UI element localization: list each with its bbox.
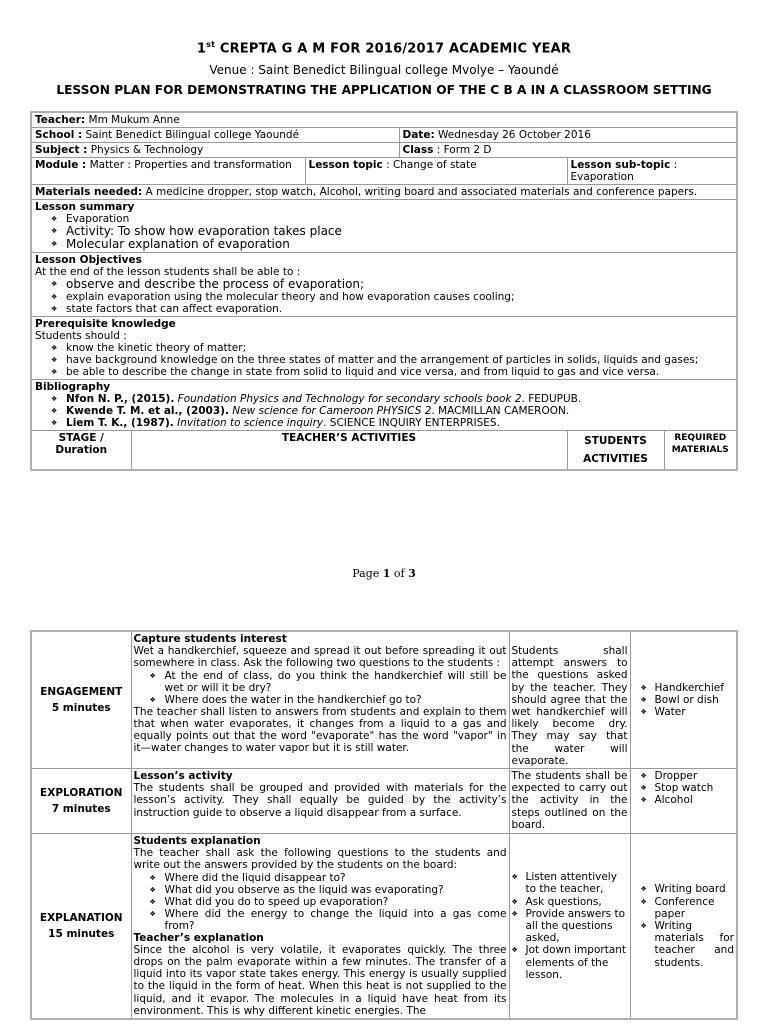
prerequisite-intro: Students should : [35,330,127,342]
materials-row [31,185,737,200]
venue-line: Venue : Saint Benedict Bilingual college Mvolye – Yaoundé [209,63,559,77]
activities-header-row [31,431,737,471]
list-item: ❖ have background knowledge on the three states of matter and the arrangement of particles in solids, liquids and gases; [51,354,733,366]
bibliography-row [31,380,737,431]
teacher-activities-header: TEACHER’S ACTIVITIES [131,431,567,471]
list-item: ❖ Handkerchief [641,682,735,694]
students-explanation-heading: Students explanation [133,835,261,848]
teacher-row [31,112,737,128]
class-label: Class [402,144,434,156]
students-header-line1: STUDENTS [584,435,647,447]
explanation-students-list [512,871,628,981]
bibliography-entry [51,417,733,429]
objectives-intro: At the end of the lesson students shall be able to : [35,266,301,278]
topic-label: Lesson topic [308,159,383,171]
list-item: ❖ Alcohol [641,794,735,806]
teacher-label: Teacher: [35,114,86,126]
lesson-plan-heading: LESSON PLAN FOR DEMONSTRATING THE APPLICATION OF THE C B A IN A CLASSROOM SETTING [56,83,712,97]
list-item: ❖ Molecular explanation of evaporation [51,238,733,251]
module-cell [31,158,305,185]
list-item: ❖ Bowl or dish [641,694,735,706]
page-number-of: of [390,567,409,580]
page-number [0,567,768,580]
materials-label: Materials needed: [35,186,143,198]
title-prefix: 1 [196,41,207,57]
class-cell [399,143,737,158]
exploration-stage-cell [31,769,131,834]
explanation-students-cell [509,834,630,1020]
bib-publisher: . FEDUPUB. [521,393,582,405]
exploration-teacher-cell [131,769,509,834]
school-value: Saint Benedict Bilingual college Yaoundé [82,129,300,141]
page-number-total: 3 [408,567,416,580]
lesson-plan-table [30,111,738,471]
bib-title: Foundation Physics and Technology for secondary schools book 2 [174,393,522,405]
summary-list [35,213,733,251]
engagement-students-cell [509,631,630,769]
stage-header-label: STAGE / [58,432,104,444]
materials-header-line2: MATERIALS [671,445,729,455]
list-item: ❖ explain evaporation using the molecular theory and how evaporation causes cooling; [51,291,733,303]
list-item: ❖ Jot down important elements of the lesson. [512,944,628,981]
prerequisite-list [35,342,733,378]
stage-duration: 7 minutes [51,803,111,816]
list-item: ❖ Writing board [641,883,735,895]
activities-table [30,630,738,1020]
students-activities-header [567,431,664,471]
list-item: ❖ Writing materials for teacher and students. [641,920,735,969]
engagement-followup: The teacher shall listen to answers from students and explain to them that when water evaporates, it changes from a liquid to a gas and equally points out that the word "evaporate" has the word "vapor" in it—water changes to water vapor but it is still water. [133,705,507,755]
list-item: ❖ Where does the water in the handkerchief go to? [150,694,507,706]
prerequisite-cell [31,317,737,380]
stage-duration: 5 minutes [51,702,111,715]
summary-cell [31,200,737,253]
subject-label: Subject : [35,144,88,156]
stage-duration: 15 minutes [48,928,115,941]
list-item: ❖ Activity: To show how evaporation takes place [51,225,733,238]
required-materials-header [664,431,737,471]
summary-heading: Lesson summary [35,201,135,213]
objectives-row [31,253,737,317]
list-item: ❖ state factors that can affect evaporation. [51,303,733,315]
subject-row [31,143,737,158]
explanation-text: The teacher shall ask the following questions to the students and write out the answers provided by the students on the board: [133,847,507,872]
class-value: : Form 2 D [433,144,492,156]
subtopic-value: Evaporation [570,171,634,183]
bibliography-cell [31,380,737,431]
prerequisite-heading: Prerequisite knowledge [35,318,176,330]
explanation-questions [134,872,507,932]
module-value: Matter : Properties and transformation [86,159,292,171]
exploration-heading: Lesson’s activity [133,770,233,783]
list-item: ❖ Conference paper [641,896,735,920]
stage-name: ENGAGEMENT [40,685,123,698]
stage-header [31,431,131,471]
document-title [0,40,768,56]
list-item: ❖ Evaporation [51,213,733,225]
list-item: ❖ know the kinetic theory of matter; [51,342,733,354]
exploration-row [31,769,737,834]
bibliography-heading: Bibliography [35,381,111,393]
bib-author: Nfon N. P., (2015). [66,393,175,405]
teacher-explanation-heading: Teacher’s explanation [133,931,264,944]
materials-cell [31,185,737,200]
materials-value: A medicine dropper, stop watch, Alcohol, writing board and associated materials and conference papers. [142,186,698,198]
duration-header-label: Duration [55,444,108,456]
stage-name: EXPLANATION [39,911,123,924]
engagement-students-text: Students shall attempt answers to the questions asked by the teacher. They should agree that the wet handkerchief will likely become dry. They may say that the water will evaporate. [511,645,628,767]
materials-header-line1: REQUIRED [674,433,727,443]
topic-cell [305,158,567,185]
engagement-teacher-cell [131,631,509,769]
title-superscript: st [206,40,216,49]
subtopic-label: Lesson sub-topic [570,159,671,171]
subject-value: Physics & Technology [87,144,204,156]
teacher-value: Mm Mukum Anne [85,114,180,126]
exploration-students-cell [509,769,630,834]
list-item: ❖ be able to describe the change in state from solid to liquid and vice versa, and from liquid to gas and vice versa. [51,366,733,378]
list-item: ❖ Dropper [641,770,735,782]
engagement-row [31,631,737,769]
students-header-line2: ACTIVITIES [583,453,648,465]
exploration-students-text: The students shall be expected to carry out the activity in the steps outlined on the board. [511,770,628,831]
subtopic-colon: : [670,159,678,171]
teacher-cell [31,112,737,128]
exploration-text: The students shall be grouped and provided with materials for the lesson’s activity. They shall equally be guided by the activity’s instruction guide to observe a liquid disappear from a surface. [133,782,507,819]
engagement-questions [134,670,507,706]
school-row [31,128,737,143]
module-label: Module : [35,159,87,171]
engagement-stage-cell [31,631,131,769]
page-number-current: 1 [382,567,391,580]
date-label: Date: [402,129,435,141]
engagement-materials-cell [630,631,737,769]
exploration-materials-list [633,770,735,807]
stage-name: EXPLORATION [40,786,123,799]
title-text: CREPTA G A M FOR 2016/2017 ACADEMIC YEAR [215,41,572,57]
summary-row [31,200,737,253]
date-cell [399,128,737,143]
list-item: ❖ Ask questions, [512,896,628,908]
school-cell [31,128,399,143]
explanation-materials-cell [630,834,737,1020]
bibliography-entry [51,405,733,417]
exploration-materials-cell [630,769,737,834]
document-page-2 [0,628,768,1024]
date-value: Wednesday 26 October 2016 [434,129,591,141]
list-item: ❖ Where did the liquid disappear to? [150,872,507,884]
subtopic-cell [567,158,737,185]
subject-cell [31,143,399,158]
explanation-materials-list [633,883,735,968]
objectives-heading: Lesson Objectives [35,254,142,266]
topic-value: : Change of state [382,159,477,171]
bib-publisher: . SCIENCE INQUIRY ENTERPRISES. [323,417,500,429]
prerequisite-row [31,317,737,380]
list-item: ❖ What did you do to speed up evaporation? [150,896,507,908]
engagement-text: Wet a handkerchief, squeeze and spread it out before spreading it out somewhere in class. Ask the following two questions to the students : [133,645,507,670]
list-item: ❖ Provide answers to all the questions asked, [512,908,628,945]
list-item: ❖ What did you observe as the liquid was evaporating? [150,884,507,896]
objectives-cell [31,253,737,317]
list-item: ❖ At the end of class, do you think the handkerchief will still be wet or will it be dry? [150,670,507,694]
bib-publisher: . MACMILLAN CAMEROON. [431,405,570,417]
engagement-heading: Capture students interest [133,633,287,645]
list-item: ❖ Stop watch [641,782,735,794]
explanation-teacher-cell [131,834,509,1020]
explanation-row [31,834,737,1020]
bib-title: Invitation to science inquiry [173,417,324,429]
teacher-explanation-text: Since the alcohol is very volatile, it evaporates quickly. The three drops on the palm evaporate within a few minutes. The transfer of a liquid into its vapor state takes energy. This energy is usually supplied to the liquid in the form of heat. When this heat is not supplied to the liquid, and it evapor. The molecules in a liquid have heat from its environment. This is why different kinetic energies. The [133,943,507,1017]
list-item: ❖ observe and describe the process of evaporation; [51,278,733,291]
page-number-prefix: Page [352,567,383,580]
bib-author: Kwende T. M. et al., (2003). [66,405,229,417]
objectives-list [35,278,733,315]
list-item: ❖ Water [641,706,735,718]
module-row [31,158,737,185]
bibliography-list [35,393,733,429]
engagement-materials-list [633,682,735,719]
school-label: School : [35,129,83,141]
bibliography-entry [51,393,733,405]
explanation-stage-cell [31,834,131,1020]
list-item: ❖ Listen attentively to the teacher, [512,871,628,895]
bib-title: New science for Cameroon PHYSICS 2 [228,405,432,417]
list-item: ❖ Where did the energy to change the liquid into a gas come from? [150,908,507,932]
bib-author: Liem T. K., (1987). [66,417,174,429]
